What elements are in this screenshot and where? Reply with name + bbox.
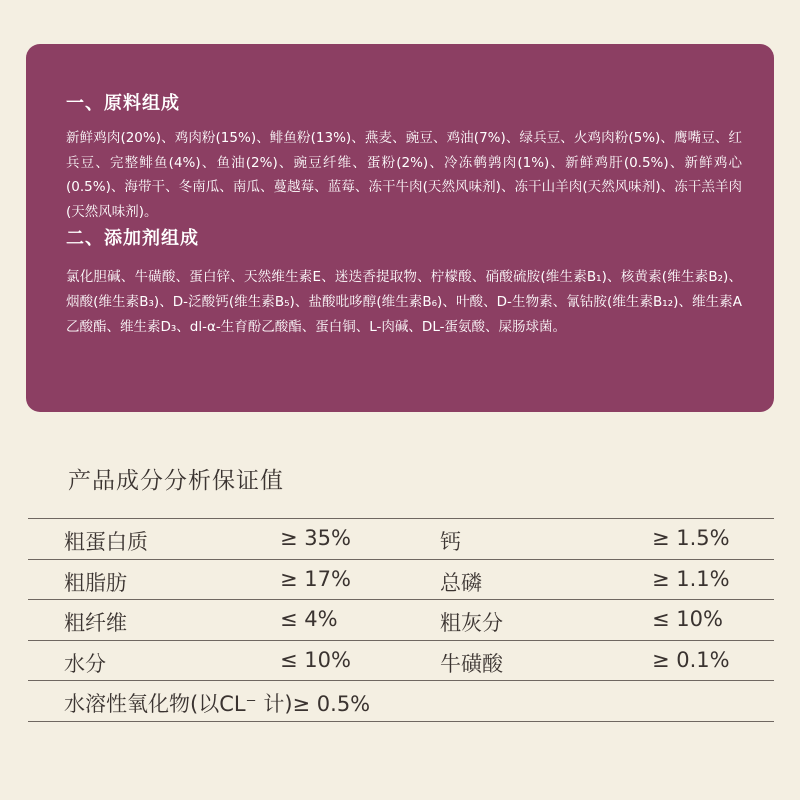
table-row (28, 641, 774, 682)
nutrient-value: ≥ 0.1% (652, 647, 730, 672)
ingredients-title: 一、原料组成 (66, 93, 180, 114)
table-row (28, 681, 774, 722)
nutrient-value: ≥ 1.5% (652, 526, 730, 550)
additives-text: 氯化胆碱、牛磺酸、蛋白锌、天然维生素E、迷迭香提取物、柠檬酸、硝酸硫胺(维生素B₁)、核黄素(维生素B₂)、烟酸(维生素B₃)、D-泛酸钙(维生素B₅)、盐酸吡哆醇(维生素B₆)、叶酸、D-生物素、氰钴胺(维生素B₁₂)、维生素A乙酸酯、维生素D₃、dl-α-生育酚乙酸酯、蛋白铜、L-肉碱、DL-蛋氨酸、屎肠球菌。 (66, 269, 742, 335)
nutrient-name: 水溶性氧化物(以CL⁻ 计)≥ 0.5% (64, 692, 371, 716)
nutrient-value: ≥ 35% (280, 526, 351, 550)
analysis-title: 产品成分分析保证值 (68, 468, 284, 494)
table-row (28, 519, 774, 560)
table-row (28, 560, 774, 601)
table-row (28, 600, 774, 641)
nutrient-name: 水分 (64, 651, 106, 676)
nutrient-name: 钙 (440, 530, 461, 554)
nutrient-value: ≥ 17% (280, 566, 351, 591)
analysis-table (28, 518, 774, 722)
nutrient-value: ≤ 4% (280, 607, 338, 631)
ingredients-card (26, 44, 774, 412)
nutrient-value: ≤ 10% (280, 647, 351, 672)
nutrient-value: ≥ 1.1% (652, 566, 730, 591)
nutrient-name: 粗纤维 (64, 611, 127, 635)
nutrient-name: 粗灰分 (440, 611, 503, 635)
nutrient-name: 牛磺酸 (440, 651, 503, 676)
nutrient-value: ≤ 10% (652, 607, 723, 631)
ingredients-text: 新鲜鸡肉(20%)、鸡肉粉(15%)、鲱鱼粉(13%)、燕麦、豌豆、鸡油(7%)、绿兵豆、火鸡肉粉(5%)、鹰嘴豆、红兵豆、完整鲱鱼(4%)、鱼油(2%)、豌豆纤维、蛋粉(2%)、冷冻鹌鹑肉(1%)、新鲜鸡肝(0.5%)、新鲜鸡心(0.5%)、海带干、冬南瓜、南瓜、蔓越莓、蓝莓、冻干牛肉(天然风味剂)、冻干山羊肉(天然风味剂)、冻干羔羊肉(天然风味剂)。 (66, 130, 742, 220)
nutrient-name: 粗蛋白质 (64, 530, 148, 554)
nutrient-name: 总磷 (440, 570, 482, 595)
additives-title: 二、添加剂组成 (66, 228, 199, 249)
nutrient-name: 粗脂肪 (64, 570, 127, 595)
